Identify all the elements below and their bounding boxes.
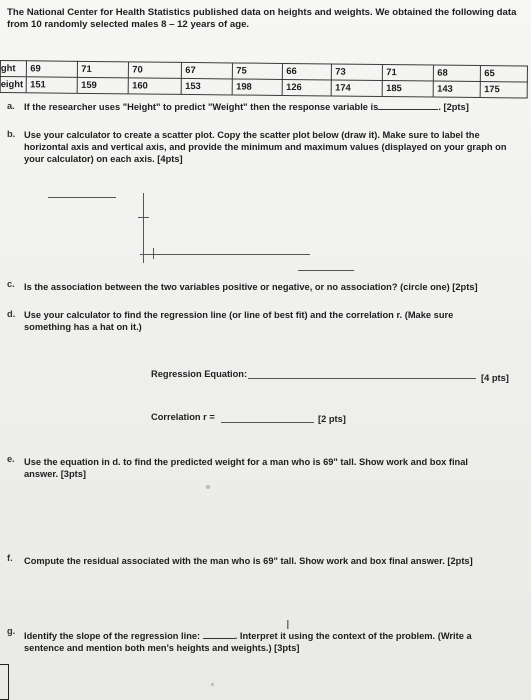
table-cell: 69 [27,61,78,78]
y-axis-line [143,193,144,263]
question-c-text: Is the association between the two variables positive or negative, or no association? (circle one) [2pts] [24,282,478,292]
margin-bracket [0,664,9,700]
question-b-letter: b. [7,129,16,139]
table-cell: 67 [182,62,233,79]
x-axis-tick [153,248,154,259]
question-e-text: Use the equation in d. to find the predicted weight for a man who is 69" tall. Show work and box final answer. [3pts] [24,457,468,479]
smudge-mark [206,485,210,489]
table-cell: 175 [481,82,528,98]
question-g-text: Identify the slope of the regression line: . Interpret it using the context of the problem. (Write a [24,631,472,641]
smudge-mark [211,683,214,686]
y-axis-tick [138,217,149,218]
axis-label-blank[interactable] [48,197,116,198]
question-g-text-line2: sentence and mention both men's heights and weights.) [3pts] [24,643,300,653]
table-cell: 68 [434,65,481,81]
table-cell: 71 [78,61,129,78]
slope-blank[interactable] [203,638,235,639]
question-e-letter: e. [7,454,15,464]
question-d-letter: d. [7,309,16,319]
question-f-letter: f. [7,553,13,563]
table-cell: 159 [78,77,129,94]
correlation-blank[interactable] [221,422,314,423]
table-cell: 153 [182,78,233,95]
x-axis-line [140,254,310,255]
axis-label-blank[interactable] [298,270,354,271]
table-cell: 151 [27,77,78,94]
table-cell: 198 [233,79,283,96]
row-header-height: ght [0,61,27,77]
correlation-label: Correlation r = [151,412,215,422]
table-cell: 71 [383,65,434,82]
data-table [0,60,528,99]
question-d-text: Use your calculator to find the regression line (or line of best fit) and the correlation r. (Make sure something has a hat on it.) [24,310,454,332]
table-cell: 185 [383,81,434,98]
table-cell: 70 [129,62,182,79]
table-cell: 65 [481,66,528,82]
question-a-text: If the researcher uses "Height" to predict "Weight" then the response variable is . [2pts] [24,102,469,112]
table-cell: 126 [283,79,332,96]
table-cell: 75 [233,63,283,80]
answer-blank[interactable] [378,109,438,110]
table-cell: 174 [332,80,383,97]
row-header-weight: eight [0,77,27,93]
correlation-points: [2 pts] [318,414,346,424]
table-cell: 73 [332,64,383,81]
table-cell: 160 [129,78,182,95]
question-a-letter: a. [7,101,15,111]
text-cursor-icon: I [286,617,290,632]
question-b-text: Use your calculator to create a scatter plot. Copy the scatter plot below (draw it). Make sure to label the horizontal axis and vertical axis, and provide the minimum and maximum values (displayed on your graph on your calculator) on each axis. [4pts] [24,130,507,164]
question-f-text: Compute the residual associated with the man who is 69" tall. Show work and box final answer. [2pts] [24,556,473,566]
intro-text: The National Center for Health Statistics published data on heights and weights. We obtained the following data from 10 randomly selected males 8 – 12 years of age. [7,7,517,30]
regression-equation-blank[interactable] [248,378,476,379]
regression-equation-label: Regression Equation: [151,369,248,379]
regression-points: [4 pts] [481,373,509,383]
question-c-letter: c. [7,279,15,289]
question-g-letter: g. [7,626,16,636]
table-cell: 143 [434,81,481,97]
table-cell: 66 [283,63,332,80]
